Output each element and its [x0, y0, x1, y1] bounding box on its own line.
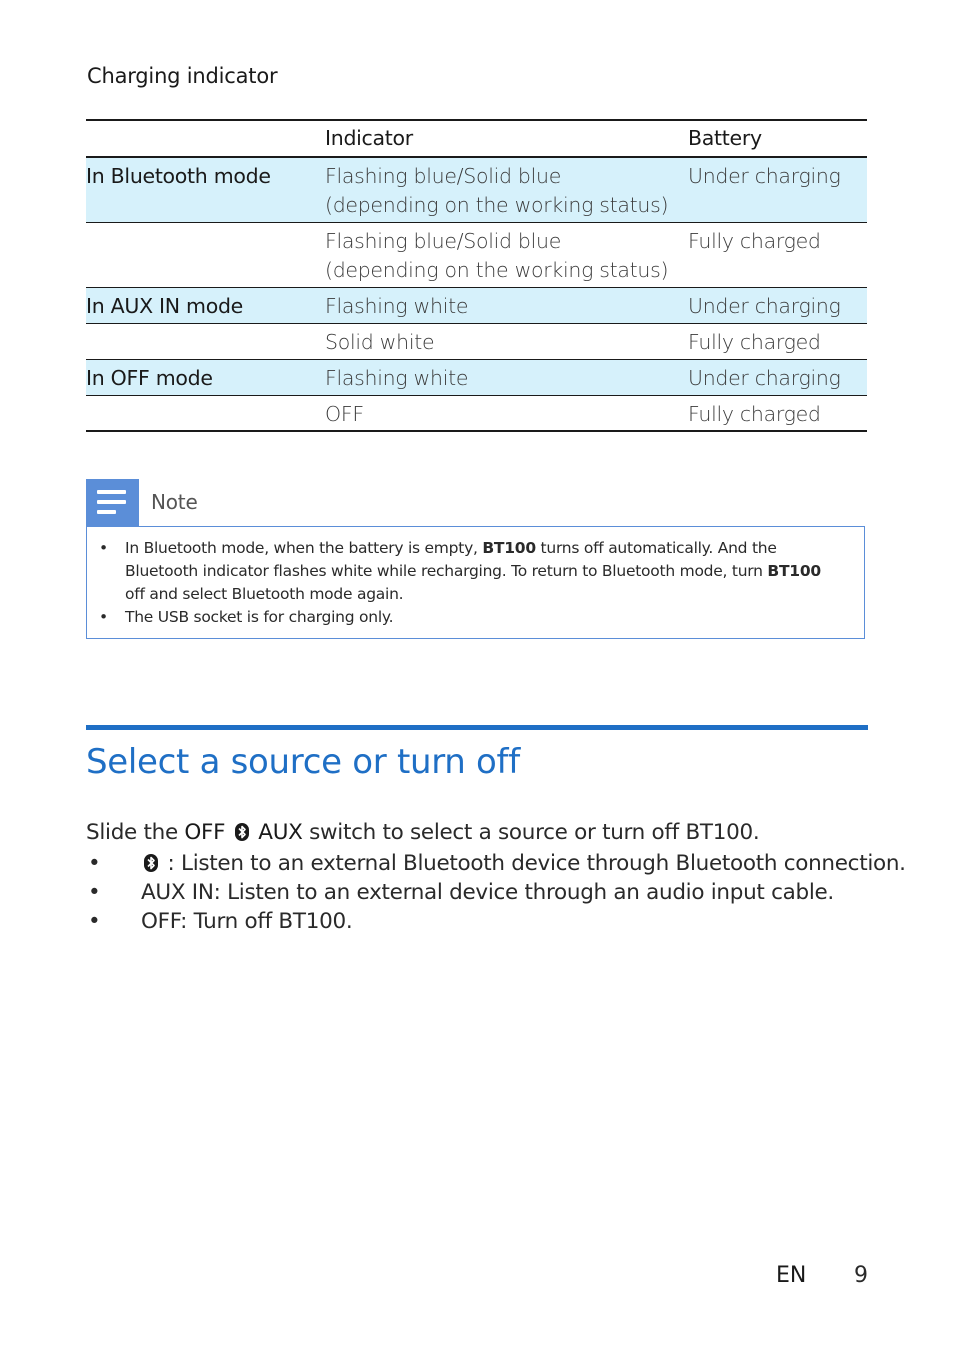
- table-row: [86, 359, 867, 395]
- list-item-text: OFF: Turn off BT100.: [141, 909, 353, 934]
- cell-battery: Fully charged: [688, 329, 821, 354]
- charging-indicator-table: [86, 119, 867, 432]
- table-header-row: [86, 120, 867, 157]
- table-row: [86, 157, 867, 222]
- cell-indicator: Flashing white: [325, 293, 469, 318]
- switch-aux-label: AUX: [258, 820, 303, 845]
- note-item: [87, 537, 835, 606]
- cell-indicator: [325, 157, 688, 222]
- cell-battery: Fully charged: [688, 228, 821, 253]
- note-lines-icon: [86, 479, 139, 527]
- cell-indicator: [325, 222, 688, 287]
- note-text: off and select Bluetooth mode again.: [125, 585, 404, 603]
- bullet: •: [99, 539, 108, 557]
- section-intro: [86, 820, 759, 845]
- indicator-line: (depending on the working status): [325, 257, 669, 282]
- cell-battery: Under charging: [688, 365, 841, 390]
- cell-mode: In AUX IN mode: [86, 293, 243, 318]
- cell-mode: [86, 222, 325, 287]
- table-row: [86, 395, 867, 431]
- bullet: •: [88, 909, 101, 934]
- indicator-line: Flashing blue/Solid blue: [325, 164, 562, 188]
- cell-mode: [86, 323, 325, 359]
- list-item: [86, 849, 906, 878]
- table-caption: Charging indicator: [87, 64, 278, 88]
- intro-text: switch to select a source or turn off BT100.: [302, 820, 760, 845]
- source-list: [86, 849, 906, 936]
- footer-language: EN: [776, 1263, 807, 1288]
- list-item-text: : Listen to an external Bluetooth device through Bluetooth connection.: [161, 851, 906, 876]
- list-item: [86, 878, 906, 907]
- bullet: •: [99, 608, 108, 626]
- cell-battery: Under charging: [688, 164, 841, 188]
- table-row: [86, 323, 867, 359]
- table-row: [86, 222, 867, 287]
- cell-indicator: Flashing white: [325, 365, 469, 390]
- note-list: [87, 537, 835, 629]
- bluetooth-icon: [144, 854, 158, 872]
- switch-off-label: OFF: [184, 820, 226, 845]
- header-indicator: Indicator: [325, 126, 413, 150]
- cell-mode: In Bluetooth mode: [86, 164, 271, 188]
- cell-indicator: OFF: [325, 401, 364, 426]
- page-number: 9: [854, 1263, 868, 1288]
- intro-text: Slide the: [86, 820, 185, 845]
- header-mode: [86, 120, 325, 157]
- cell-mode: In OFF mode: [86, 365, 213, 390]
- list-item: [86, 907, 906, 936]
- bullet: •: [88, 880, 101, 905]
- indicator-line: (depending on the working status): [325, 193, 669, 217]
- note-text: The USB socket is for charging only.: [125, 608, 394, 626]
- product-name: BT100: [767, 562, 821, 580]
- note-text: In Bluetooth mode, when the battery is empty,: [125, 539, 483, 557]
- note-item: [87, 606, 835, 629]
- section-rule: [86, 725, 868, 730]
- header-battery: Battery: [688, 126, 762, 150]
- section-title: Select a source or turn off: [86, 742, 520, 782]
- note-box: [86, 526, 865, 639]
- table-row: [86, 287, 867, 323]
- note-text: turns off automatically. And the Bluetooth indicator flashes white while recharging. To return to Bluetooth mode, turn: [125, 539, 777, 580]
- indicator-line: Flashing blue/Solid blue: [325, 228, 562, 253]
- cell-battery: Fully charged: [688, 401, 821, 426]
- cell-indicator: Solid white: [325, 329, 435, 354]
- cell-mode: [86, 395, 325, 431]
- cell-battery: Under charging: [688, 293, 841, 318]
- list-item-text: AUX IN: Listen to an external device through an audio input cable.: [141, 880, 834, 905]
- bullet: •: [88, 851, 101, 876]
- product-name: BT100: [482, 539, 536, 557]
- bluetooth-icon: [235, 823, 249, 841]
- note-label: Note: [151, 490, 198, 514]
